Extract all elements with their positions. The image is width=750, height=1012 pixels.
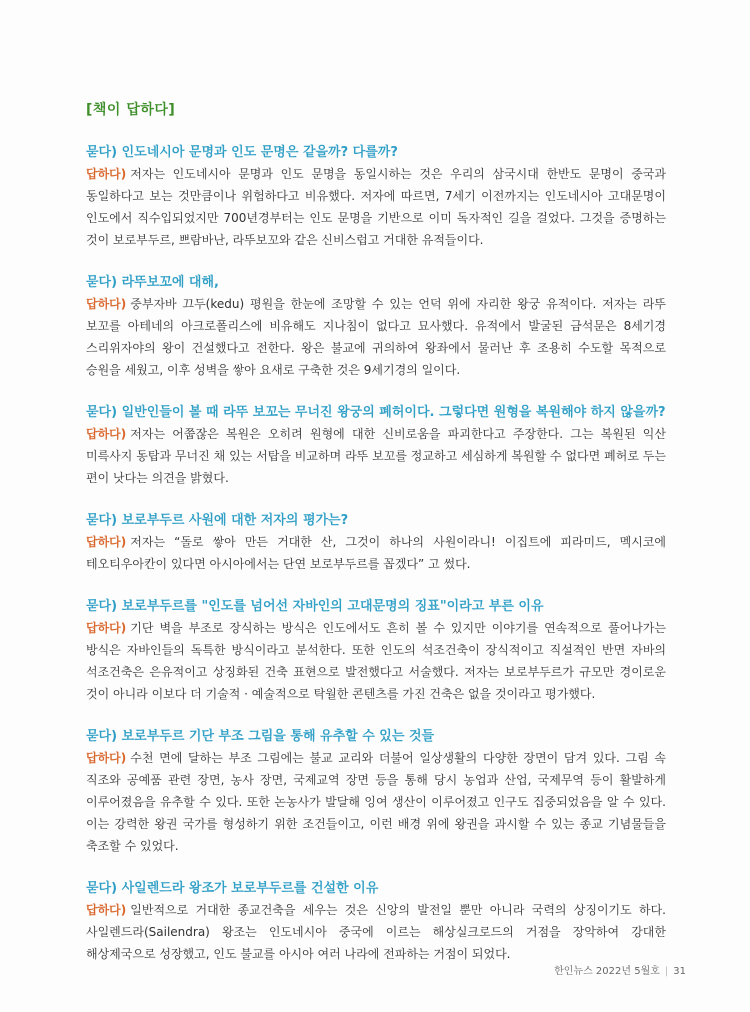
answer-text: 저자는 인도네시아 문명과 인도 문명을 동일시하는 것은 우리의 삼국시대 한반도 문명이 중국과 동일하다고 보는 것만큼이나 위험하다고 비유했다. 저자에 따르면, 7세기 이전까지는 인도네시아 고대문명이 인도에서 직수입되었지만 700년경부터는 인도 문명을 기반으로 이미 독자적인 길을 걸었다. 그것을 증명하는 것이 보로부두르, 쁘람바난, 라뚜보꼬와 같은 신비스럽고 거대한 유적들이다. — [86, 167, 666, 247]
answer — [86, 617, 666, 705]
article-body — [86, 100, 669, 986]
question: 묻다) 보로부두르 사원에 대한 저자의 평가는? — [86, 513, 349, 528]
answer — [86, 747, 666, 857]
answer-label: 답하다) — [86, 751, 127, 765]
answer-label: 답하다) — [86, 297, 127, 311]
qa-item — [86, 510, 666, 575]
footer-separator: | — [664, 966, 669, 977]
qa-item — [86, 272, 666, 381]
question: 묻다) 라뚜보꼬에 대해, — [86, 275, 219, 290]
answer-label: 답하다) — [86, 427, 127, 441]
page-number: 31 — [673, 966, 686, 977]
answer-label: 답하다) — [86, 621, 127, 635]
question: 묻다) 보로부두르를 "인도를 넘어선 자바인의 고대문명의 징표"이라고 부른 이유 — [86, 599, 544, 614]
publication-name: 한인뉴스 2022년 5월호 — [554, 966, 660, 977]
answer-text: 저자는 “돌로 쌓아 만든 거대한 산, 그것이 하나의 사원이라니! 이집트에 피라미드, 멕시코에 테오티우아칸이 있다면 아시아에서는 단연 보로부두르를 꼽겠다” 고 썼다. — [86, 535, 666, 571]
question: 묻다) 사일렌드라 왕조가 보로부두르를 건설한 이유 — [86, 881, 379, 896]
page-footer — [554, 962, 686, 977]
answer-text: 중부자바 끄두(kedu) 평원을 한눈에 조망할 수 있는 언덕 위에 자리한 왕궁 유적이다. 저자는 라뚜 보꼬를 아테네의 아크로폴리스에 비유해도 지나침이 없다고 묘사했다. 유적에서 발굴된 금석문은 8세기경 스리위자야의 왕이 건설했다고 전한다. 왕은 불교에 귀의하여 왕좌에서 물러난 후 조용히 수도할 목적으로 승원을 세웠고, 이후 성벽을 쌓아 요새로 구축한 것은 9세기경의 일이다. — [86, 297, 666, 377]
answer — [86, 531, 666, 575]
answer — [86, 163, 666, 251]
qa-item — [86, 726, 666, 857]
answer-text: 기단 벽을 부조로 장식하는 방식은 인도에서도 흔히 볼 수 있지만 이야기를 연속적으로 풀어나가는 방식은 자바인들의 독특한 방식이라고 분석한다. 또한 인도의 석조건축이 장식적이고 직설적인 반면 자바의 석조건축은 은유적이고 상징화된 건축 표현으로 발전했다고 서술했다. 저자는 보로부두르가 규모만 경이로운 것이 아니라 이보다 더 기술적 · 예술적으로 탁월한 콘텐츠를 가진 건축은 없을 것이라고 평가했다. — [86, 621, 666, 701]
answer — [86, 899, 666, 965]
answer-label: 답하다) — [86, 167, 127, 181]
section-title: [책이 답하다] — [86, 102, 176, 118]
answer-text: 저자는 어쭙잖은 복원은 오히려 원형에 대한 신비로움을 파괴한다고 주장한다. 그는 복원된 익산 미륵사지 동탑과 무너진 채 있는 서탑을 비교하며 라뚜 보꼬를 정교하고 세심하게 복원할 수 없다면 폐허로 두는 편이 낫다는 의견을 밝혔다. — [86, 427, 666, 485]
qa-item — [86, 596, 666, 705]
qa-item — [86, 878, 666, 965]
qa-item — [86, 402, 666, 489]
answer-text: 수천 면에 달하는 부조 그림에는 불교 교리와 더불어 일상생활의 다양한 장면이 담겨 있다. 그림 속 직조와 공예품 관련 장면, 농사 장면, 국제교역 장면 등을 통해 당시 농업과 산업, 국제무역 등이 활발하게 이루어졌음을 유추할 수 있다. 또한 논농사가 발달해 잉여 생산이 이루어졌고 인구도 집중되었음을 알 수 있다. 이는 강력한 왕권 국가를 형성하기 위한 조건들이고, 이런 배경 위에 왕권을 과시할 수 있는 종교 기념물들을 축조할 수 있었다. — [86, 751, 666, 853]
answer-label: 답하다) — [86, 535, 127, 549]
answer-label: 답하다) — [86, 903, 127, 917]
qa-item — [86, 142, 666, 251]
answer — [86, 423, 666, 489]
question: 묻다) 인도네시아 문명과 인도 문명은 같을까? 다를까? — [86, 145, 398, 160]
answer — [86, 293, 666, 381]
question: 묻다) 보로부두르 기단 부조 그림을 통해 유추할 수 있는 것들 — [86, 729, 435, 744]
question: 묻다) 일반인들이 볼 때 라뚜 보꼬는 무너진 왕궁의 폐허이다. 그렇다면 원형을 복원해야 하지 않을까? — [86, 405, 666, 420]
answer-text: 일반적으로 거대한 종교건축을 세우는 것은 신앙의 발전일 뿐만 아니라 국력의 상징이기도 하다. 사일렌드라(Sailendra) 왕조는 인도네시아 중국에 이르는 해상실크로드의 거점을 장악하여 강대한 해상제국으로 성장했고, 인도 불교를 아시아 여러 나라에 전파하는 거점이 되었다. — [86, 903, 666, 961]
